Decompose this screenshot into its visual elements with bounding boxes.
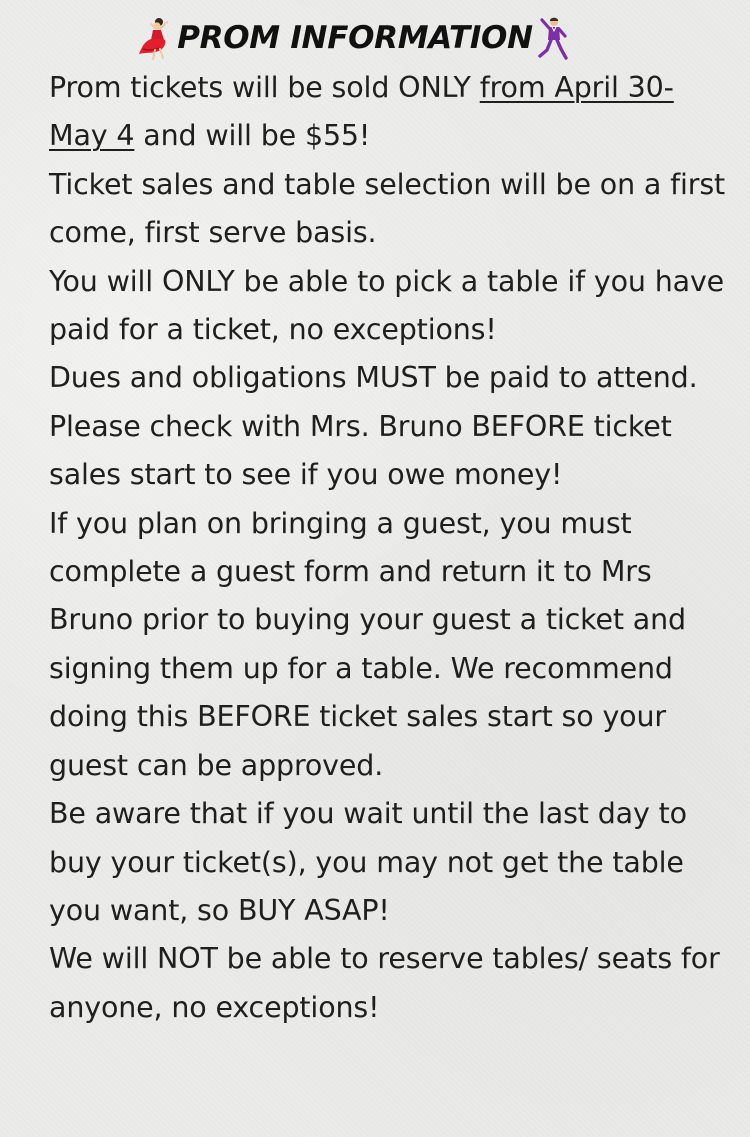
paragraph-first-come: Ticket sales and table selection will be on a first come, first serve basis. (49, 167, 726, 250)
paragraph-table-pick: You will ONLY be able to pick a table if you have paid for a ticket, no exceptions! (49, 264, 725, 347)
date-range-link[interactable]: from April 30-May 4 (49, 71, 674, 153)
paragraph-no-reserve: We will NOT be able to reserve tables/ seats for anyone, no exceptions! (49, 942, 720, 1024)
dancer-emoji-icon (137, 16, 175, 60)
paragraph-guest: If you plan on bringing a guest, you must complete a guest form and return it to Mrs Bruno prior to buying your guest a ticket and signing them up for a table. We recommend doing this BEFORE ticket sales start so your guest can be approved. (49, 506, 686, 782)
paragraph-text: Prom tickets will be sold ONLY (49, 71, 480, 104)
paragraph-buy-asap: Be aware that if you wait until the last day to buy your ticket(s), you may not get the table you want, so BUY ASAP! (49, 797, 687, 927)
page-title (0, 14, 750, 62)
man-dancing-emoji-icon (535, 16, 573, 60)
paragraph-text: and will be $55! (134, 119, 371, 153)
prom-info-body (49, 64, 729, 1032)
title-text: PROM INFORMATION (177, 20, 533, 56)
paragraph-ticket-dates (49, 64, 729, 161)
paragraph-dues: Dues and obligations MUST be paid to attend. Please check with Mrs. Bruno BEFORE ticket sales start to see if you owe money! (49, 361, 698, 492)
